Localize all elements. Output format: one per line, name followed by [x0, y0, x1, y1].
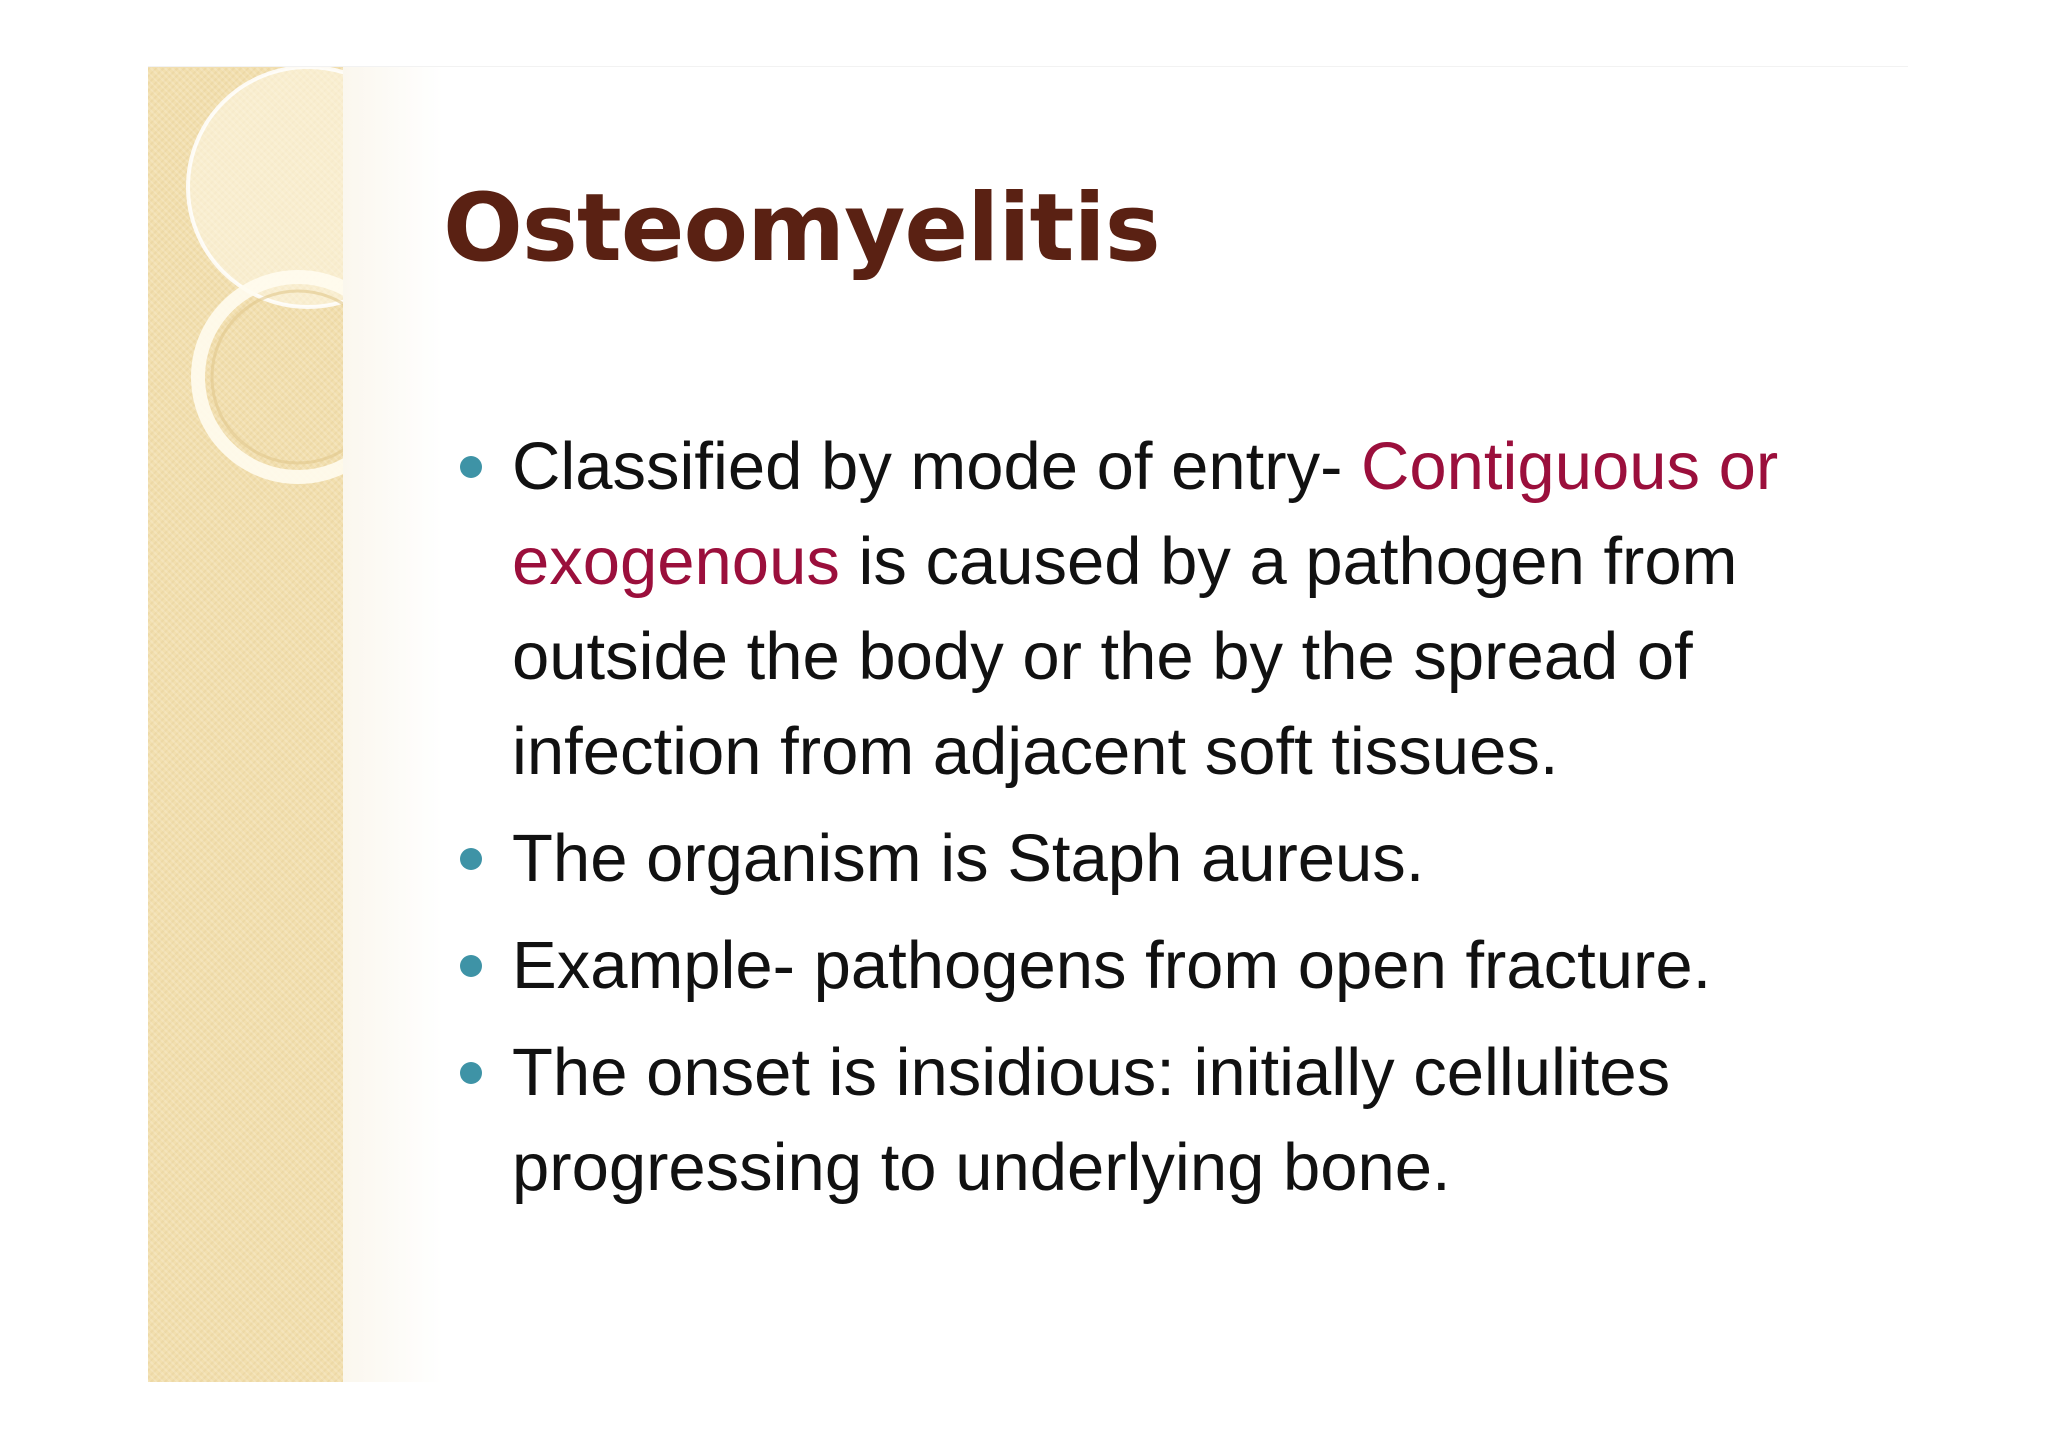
- decorative-circles-icon: [148, 67, 343, 527]
- bullet-text: The organism is Staph aureus.: [512, 821, 1425, 896]
- bullet-accent-text: Contiguous or exogenous: [512, 429, 1779, 599]
- decorative-fade: [343, 67, 443, 1382]
- bullet-dot-icon: [460, 1062, 482, 1084]
- bullet-text: Example- pathogens from open fracture.: [512, 928, 1712, 1003]
- bullet-list: [460, 419, 1880, 1227]
- bullet-text: Classified by mode of entry-: [512, 429, 1362, 504]
- bullet-dot-icon: [460, 955, 482, 977]
- bullet-item: [460, 419, 1880, 799]
- slide-title: Osteomyelitis: [443, 174, 1160, 283]
- bullet-item: [460, 918, 1880, 1013]
- bullet-item: [460, 811, 1880, 906]
- decorative-side-band: [148, 67, 343, 1382]
- bullet-item: [460, 1025, 1880, 1215]
- bullet-dot-icon: [460, 848, 482, 870]
- bullet-text: is caused by a pathogen from outside the body or the by the spread of infection from adjacent soft tissues.: [512, 524, 1738, 789]
- bullet-dot-icon: [460, 456, 482, 478]
- bullet-text: The onset is insidious: initially cellulites progressing to underlying bone.: [512, 1035, 1671, 1205]
- slide: [148, 66, 1908, 1382]
